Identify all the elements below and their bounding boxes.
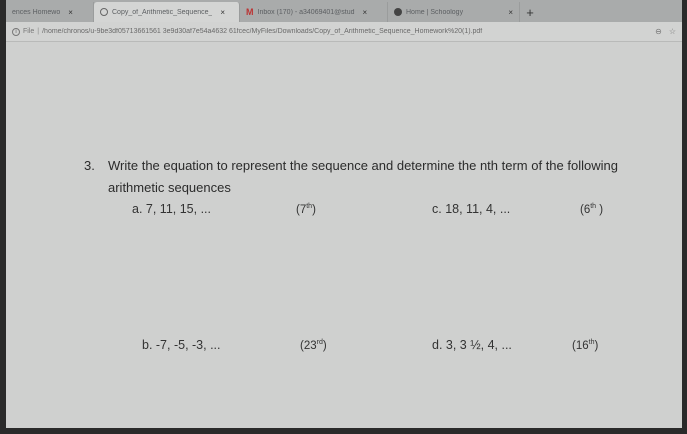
item-a-sequence: a. 7, 11, 15, ... (132, 202, 211, 216)
zoom-icon[interactable]: ⊖ (655, 27, 662, 36)
term-close: ) (594, 340, 599, 352)
term-suffix: rd (316, 339, 323, 346)
tab-copy-of-arithmetic-sequence[interactable] (94, 2, 240, 22)
term-suffix: th (590, 203, 597, 210)
tab-title: Inbox (170) - a34069401@stud (257, 8, 355, 16)
item-d-term (572, 339, 598, 352)
term-number: (6 (580, 204, 591, 216)
item-a-term (296, 203, 316, 216)
schoology-icon (394, 8, 402, 16)
item-c-sequence: c. 18, 11, 4, ... (432, 202, 511, 216)
term-close: ) (312, 204, 316, 216)
chrome-icon (100, 8, 108, 16)
item-c-term (580, 203, 603, 216)
tab-strip (6, 0, 682, 22)
close-tab-icon[interactable]: × (362, 7, 368, 17)
pdf-document (6, 43, 682, 434)
url-text[interactable]: /home/chronos/u-9be3df05713661561 3e9d30af7e54a4632 61fcec/MyFiles/Downloads/Copy_of_Arithmetic_Sequence_Homework%20(1).pdf (42, 28, 483, 35)
close-tab-icon[interactable]: × (220, 7, 226, 17)
close-tab-icon[interactable]: × (68, 7, 73, 17)
address-bar[interactable] (6, 22, 682, 42)
tab-title: Home | Schoology (406, 8, 464, 16)
close-tab-icon[interactable]: × (508, 7, 513, 17)
question-number: 3. (84, 158, 95, 173)
screen-bezel (6, 428, 682, 434)
term-suffix: th (306, 203, 313, 210)
term-number: (16 (572, 340, 589, 352)
bookmark-star-icon[interactable]: ☆ (668, 27, 676, 36)
term-number: (23 (300, 340, 317, 352)
term-suffix: th (588, 339, 595, 346)
question-text-line2: arithmetic sequences (108, 180, 231, 195)
tab-sequences-homework[interactable] (6, 2, 94, 22)
pdf-page (6, 43, 682, 434)
question-text-line1: Write the equation to represent the sequence and determine the nth term of the following (108, 158, 618, 173)
term-close: ) (596, 204, 604, 216)
term-number: (7 (296, 204, 307, 216)
item-d-sequence: d. 3, 3 ½, 4, ... (432, 338, 512, 352)
url-scheme: File (23, 28, 35, 35)
info-icon[interactable]: i (12, 28, 20, 36)
tab-inbox[interactable] (240, 2, 388, 22)
tab-title: Copy_of_Arithmetic_Sequence_ (112, 8, 213, 16)
tab-schoology[interactable] (388, 2, 520, 22)
term-close: ) (322, 340, 327, 352)
new-tab-button[interactable]: + (526, 4, 534, 20)
gmail-icon: M (246, 7, 254, 17)
item-b-term (300, 339, 327, 352)
url-separator: | (37, 28, 40, 35)
tab-title: ences Homewo (12, 8, 61, 16)
item-b-sequence: b. -7, -5, -3, ... (142, 338, 221, 352)
